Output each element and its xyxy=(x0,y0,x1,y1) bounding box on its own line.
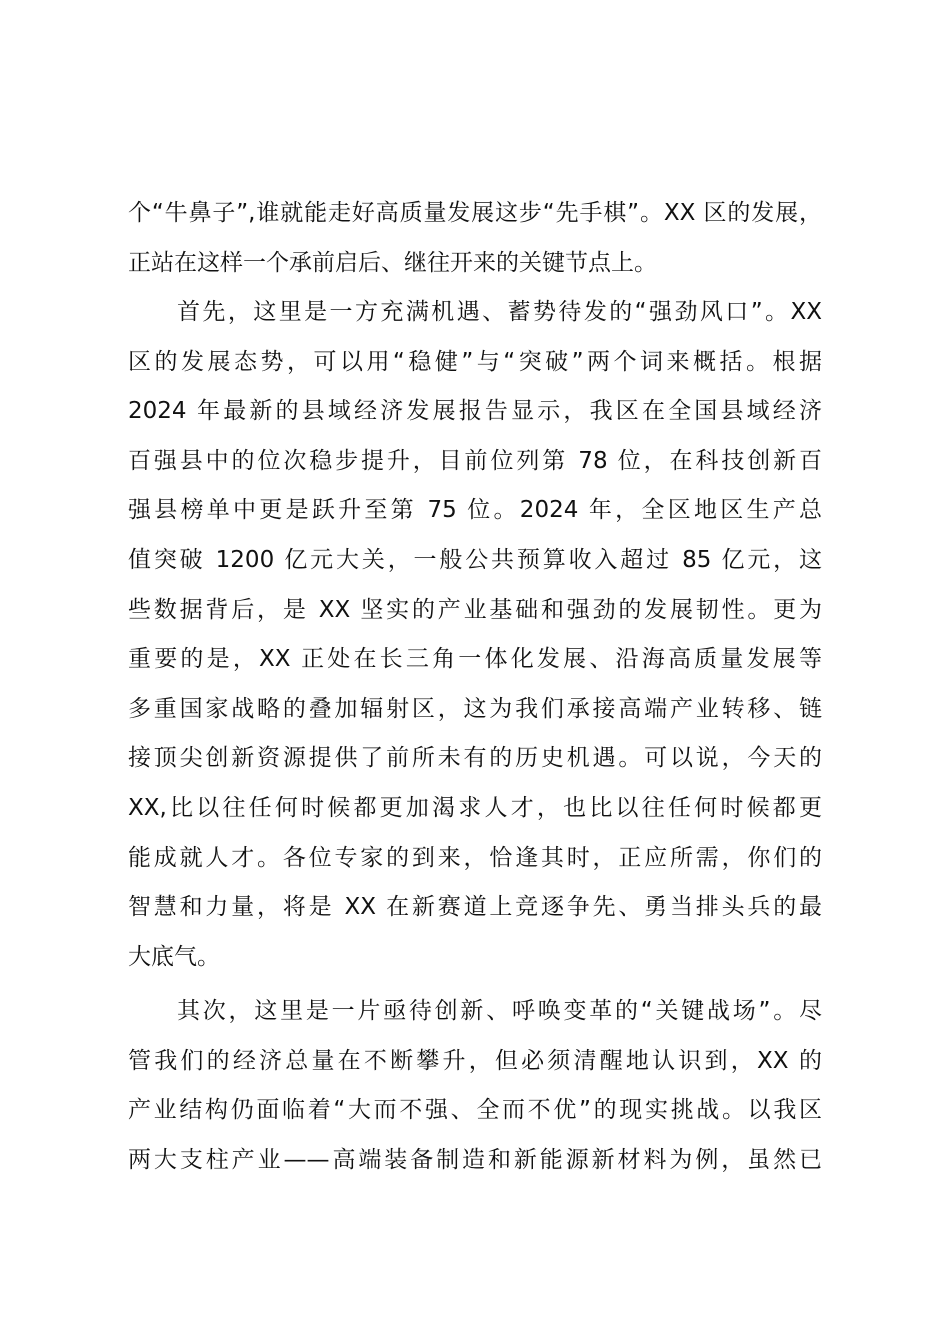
paragraph-second-point xyxy=(128,987,822,1185)
text-line: 值突破 1200 亿元大关，一般公共预算收入超过 85 亿元，这 xyxy=(128,546,822,573)
text-line: 多重国家战略的叠加辐射区，这为我们承接高端产业转移、链 xyxy=(128,695,822,722)
text-line: 首先，这里是一方充满机遇、蓄势待发的“强劲风口”。XX xyxy=(177,299,822,325)
text-line: 大底气。 xyxy=(128,943,220,970)
text-line: XX,比以往任何时候都更加渴求人才，也比以往任何时候都更 xyxy=(128,794,822,821)
text-line: 百强县中的位次稳步提升，目前位列第 78 位，在科技创新百 xyxy=(128,447,822,474)
text-line: 正站在这样一个承前启后、继往开来的关键节点上。 xyxy=(128,249,657,276)
text-line: 2024 年最新的县域经济发展报告显示，我区在全国县域经济 xyxy=(128,398,822,425)
text-line: 个“牛鼻子”,谁就能走好高质量发展这步“先手棋”。XX 区的发展， xyxy=(128,200,822,226)
text-line: 些数据背后，是 XX 坚实的产业基础和强劲的发展韧性。更为 xyxy=(128,596,822,623)
text-line: 区的发展态势，可以用“稳健”与“突破”两个词来概括。根据 xyxy=(128,348,822,375)
text-line: 接顶尖创新资源提供了前所未有的历史机遇。可以说，今天的 xyxy=(128,745,822,772)
paragraph-intro-continued xyxy=(128,189,822,288)
text-line: 重要的是，XX 正处在长三角一体化发展、沿海高质量发展等 xyxy=(128,646,822,673)
text-line: 产业结构仍面临着“大而不强、全而不优”的现实挑战。以我区 xyxy=(128,1097,822,1124)
text-line: 其次，这里是一片亟待创新、呼唤变革的“关键战场”。尽 xyxy=(177,998,822,1024)
paragraph-first-point xyxy=(128,288,822,982)
text-line: 强县榜单中更是跃升至第 75 位。2024 年，全区地区生产总 xyxy=(128,497,822,524)
text-line: 能成就人才。各位专家的到来，恰逢其时，正应所需，你们的 xyxy=(128,844,822,871)
text-line: 管我们的经济总量在不断攀升，但必须清醒地认识到，XX 的 xyxy=(128,1047,822,1074)
text-line: 两大支柱产业——高端装备制造和新能源新材料为例，虽然已 xyxy=(128,1146,822,1173)
text-line: 智慧和力量，将是 XX 在新赛道上竞逐争先、勇当排头兵的最 xyxy=(128,894,822,921)
